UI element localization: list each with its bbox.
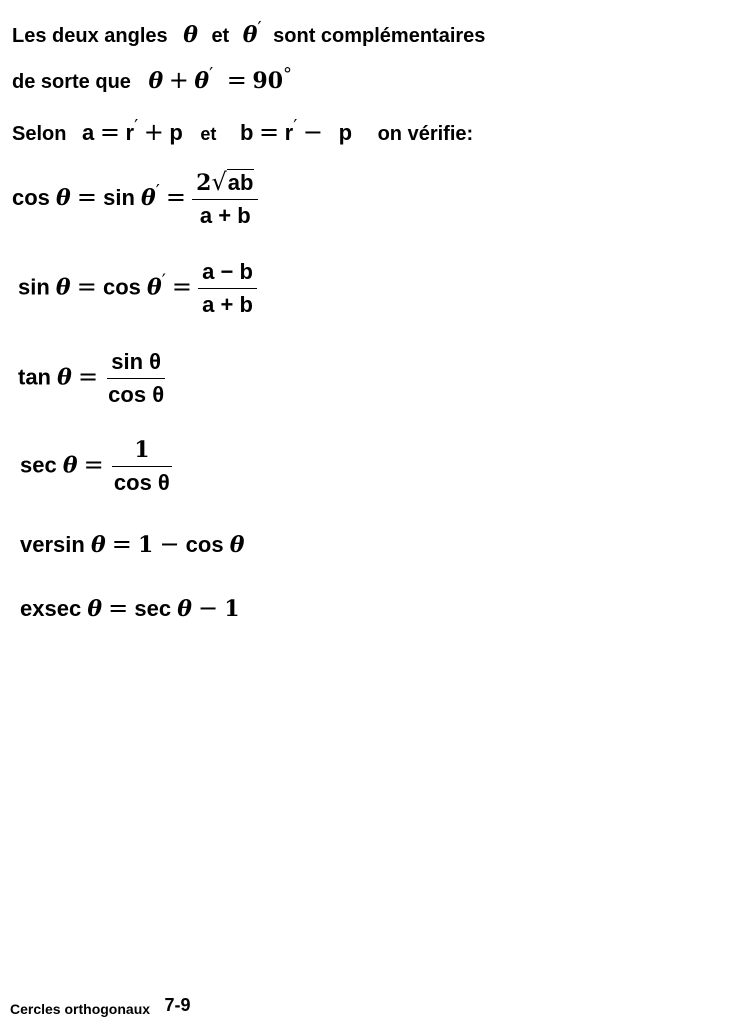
degree-sign: ° bbox=[283, 64, 293, 85]
plus-sign: + bbox=[143, 118, 164, 146]
minus-sign: − bbox=[198, 594, 219, 622]
sin-label: sin bbox=[103, 184, 135, 210]
fraction-numerator: a − b bbox=[198, 258, 257, 289]
equals-sign: = bbox=[226, 66, 247, 94]
cos-label: cos bbox=[12, 184, 50, 210]
prime-mark: ′ bbox=[209, 64, 214, 85]
page-footer bbox=[10, 995, 191, 1019]
prime-mark: ′ bbox=[161, 270, 166, 292]
theta-prime-symbol: θ bbox=[141, 184, 156, 211]
theta-symbol: θ bbox=[229, 532, 245, 558]
var-a: a bbox=[82, 120, 95, 145]
var-r: r bbox=[125, 120, 135, 145]
selon-text: Selon bbox=[12, 123, 67, 145]
square-root bbox=[211, 168, 254, 197]
equation-tan bbox=[18, 348, 168, 409]
equation-versin bbox=[20, 530, 244, 558]
sec-label: sec bbox=[20, 452, 57, 478]
verifie-text: on vérifie: bbox=[377, 123, 474, 145]
equals-sign: = bbox=[108, 594, 129, 622]
equals-sign: = bbox=[76, 272, 97, 301]
theta-symbol: θ bbox=[183, 22, 198, 48]
prime-mark: ′ bbox=[293, 116, 298, 137]
prime-mark: ′ bbox=[155, 180, 160, 202]
minus-sign: − bbox=[159, 530, 180, 558]
equals-sign: = bbox=[99, 118, 120, 146]
var-b: b bbox=[239, 120, 254, 145]
theta-prime-symbol: θ bbox=[194, 68, 210, 94]
equals-sign: = bbox=[171, 272, 193, 301]
versin-label: versin bbox=[20, 532, 85, 557]
fraction-numerator: sin θ bbox=[107, 348, 165, 379]
intro-line-2 bbox=[12, 64, 292, 94]
intro-line-1 bbox=[12, 18, 485, 48]
theta-symbol: θ bbox=[62, 452, 78, 479]
sec-label: sec bbox=[134, 596, 172, 621]
equation-sec bbox=[20, 436, 174, 497]
theta-symbol: θ bbox=[177, 596, 192, 622]
equals-sign: = bbox=[77, 362, 99, 391]
theta-symbol: θ bbox=[57, 364, 72, 391]
equals-sign: = bbox=[259, 118, 280, 146]
theta-symbol: θ bbox=[148, 68, 164, 94]
intro-text-b: sont complémentaires bbox=[273, 25, 486, 47]
equals-sign: = bbox=[165, 182, 187, 211]
var-p: p bbox=[338, 120, 353, 145]
theta-symbol: θ bbox=[55, 274, 71, 301]
equals-sign: = bbox=[83, 450, 104, 479]
sorte-text: de sorte que bbox=[12, 71, 131, 93]
intro-line-3 bbox=[12, 116, 473, 146]
radicand: ab bbox=[227, 170, 254, 195]
intro-text-a: Les deux angles bbox=[12, 25, 168, 47]
ninety-value: 90 bbox=[252, 68, 284, 94]
one-value: 1 bbox=[138, 532, 154, 558]
var-r: r bbox=[284, 120, 294, 145]
theta-symbol: θ bbox=[56, 184, 71, 211]
equation-cos-sin bbox=[12, 168, 258, 230]
equals-sign: = bbox=[111, 530, 132, 558]
equals-sign: = bbox=[76, 182, 97, 211]
fraction-numerator bbox=[192, 168, 258, 200]
minus-sign: − bbox=[302, 118, 323, 146]
prime-mark: ′ bbox=[134, 116, 139, 137]
sin-label: sin bbox=[18, 274, 50, 300]
fraction bbox=[192, 168, 258, 230]
equation-exsec bbox=[20, 594, 240, 622]
et-word: et bbox=[211, 25, 230, 47]
theta-prime-symbol: θ bbox=[242, 22, 258, 48]
tan-label: tan bbox=[18, 364, 51, 390]
footer-title: Cercles orthogonaux bbox=[10, 1001, 151, 1017]
fraction bbox=[104, 348, 168, 409]
fraction bbox=[198, 258, 257, 319]
fraction bbox=[110, 436, 174, 497]
theta-prime-symbol: θ bbox=[147, 274, 162, 301]
cos-label: cos bbox=[102, 274, 141, 300]
one-value: 1 bbox=[224, 596, 240, 622]
equation-sin-cos bbox=[18, 258, 257, 319]
fraction-denominator: cos θ bbox=[108, 382, 165, 407]
fraction-denominator: cos θ bbox=[113, 470, 170, 495]
plus-sign: + bbox=[168, 66, 189, 94]
var-p: p bbox=[169, 120, 183, 145]
theta-symbol: θ bbox=[90, 532, 106, 558]
fraction-denominator: a + b bbox=[202, 292, 253, 317]
fraction-numerator: 1 bbox=[112, 436, 171, 467]
prime-mark: ′ bbox=[257, 18, 262, 39]
coef-two: 2 bbox=[196, 170, 212, 196]
fraction-denominator: a + b bbox=[199, 203, 251, 228]
cos-label: cos bbox=[185, 532, 224, 557]
et-word: et bbox=[200, 124, 217, 144]
theta-symbol: θ bbox=[87, 596, 102, 622]
exsec-label: exsec bbox=[20, 596, 82, 621]
page-number: 7-9 bbox=[164, 995, 191, 1015]
radical-sign: √ bbox=[211, 168, 227, 196]
